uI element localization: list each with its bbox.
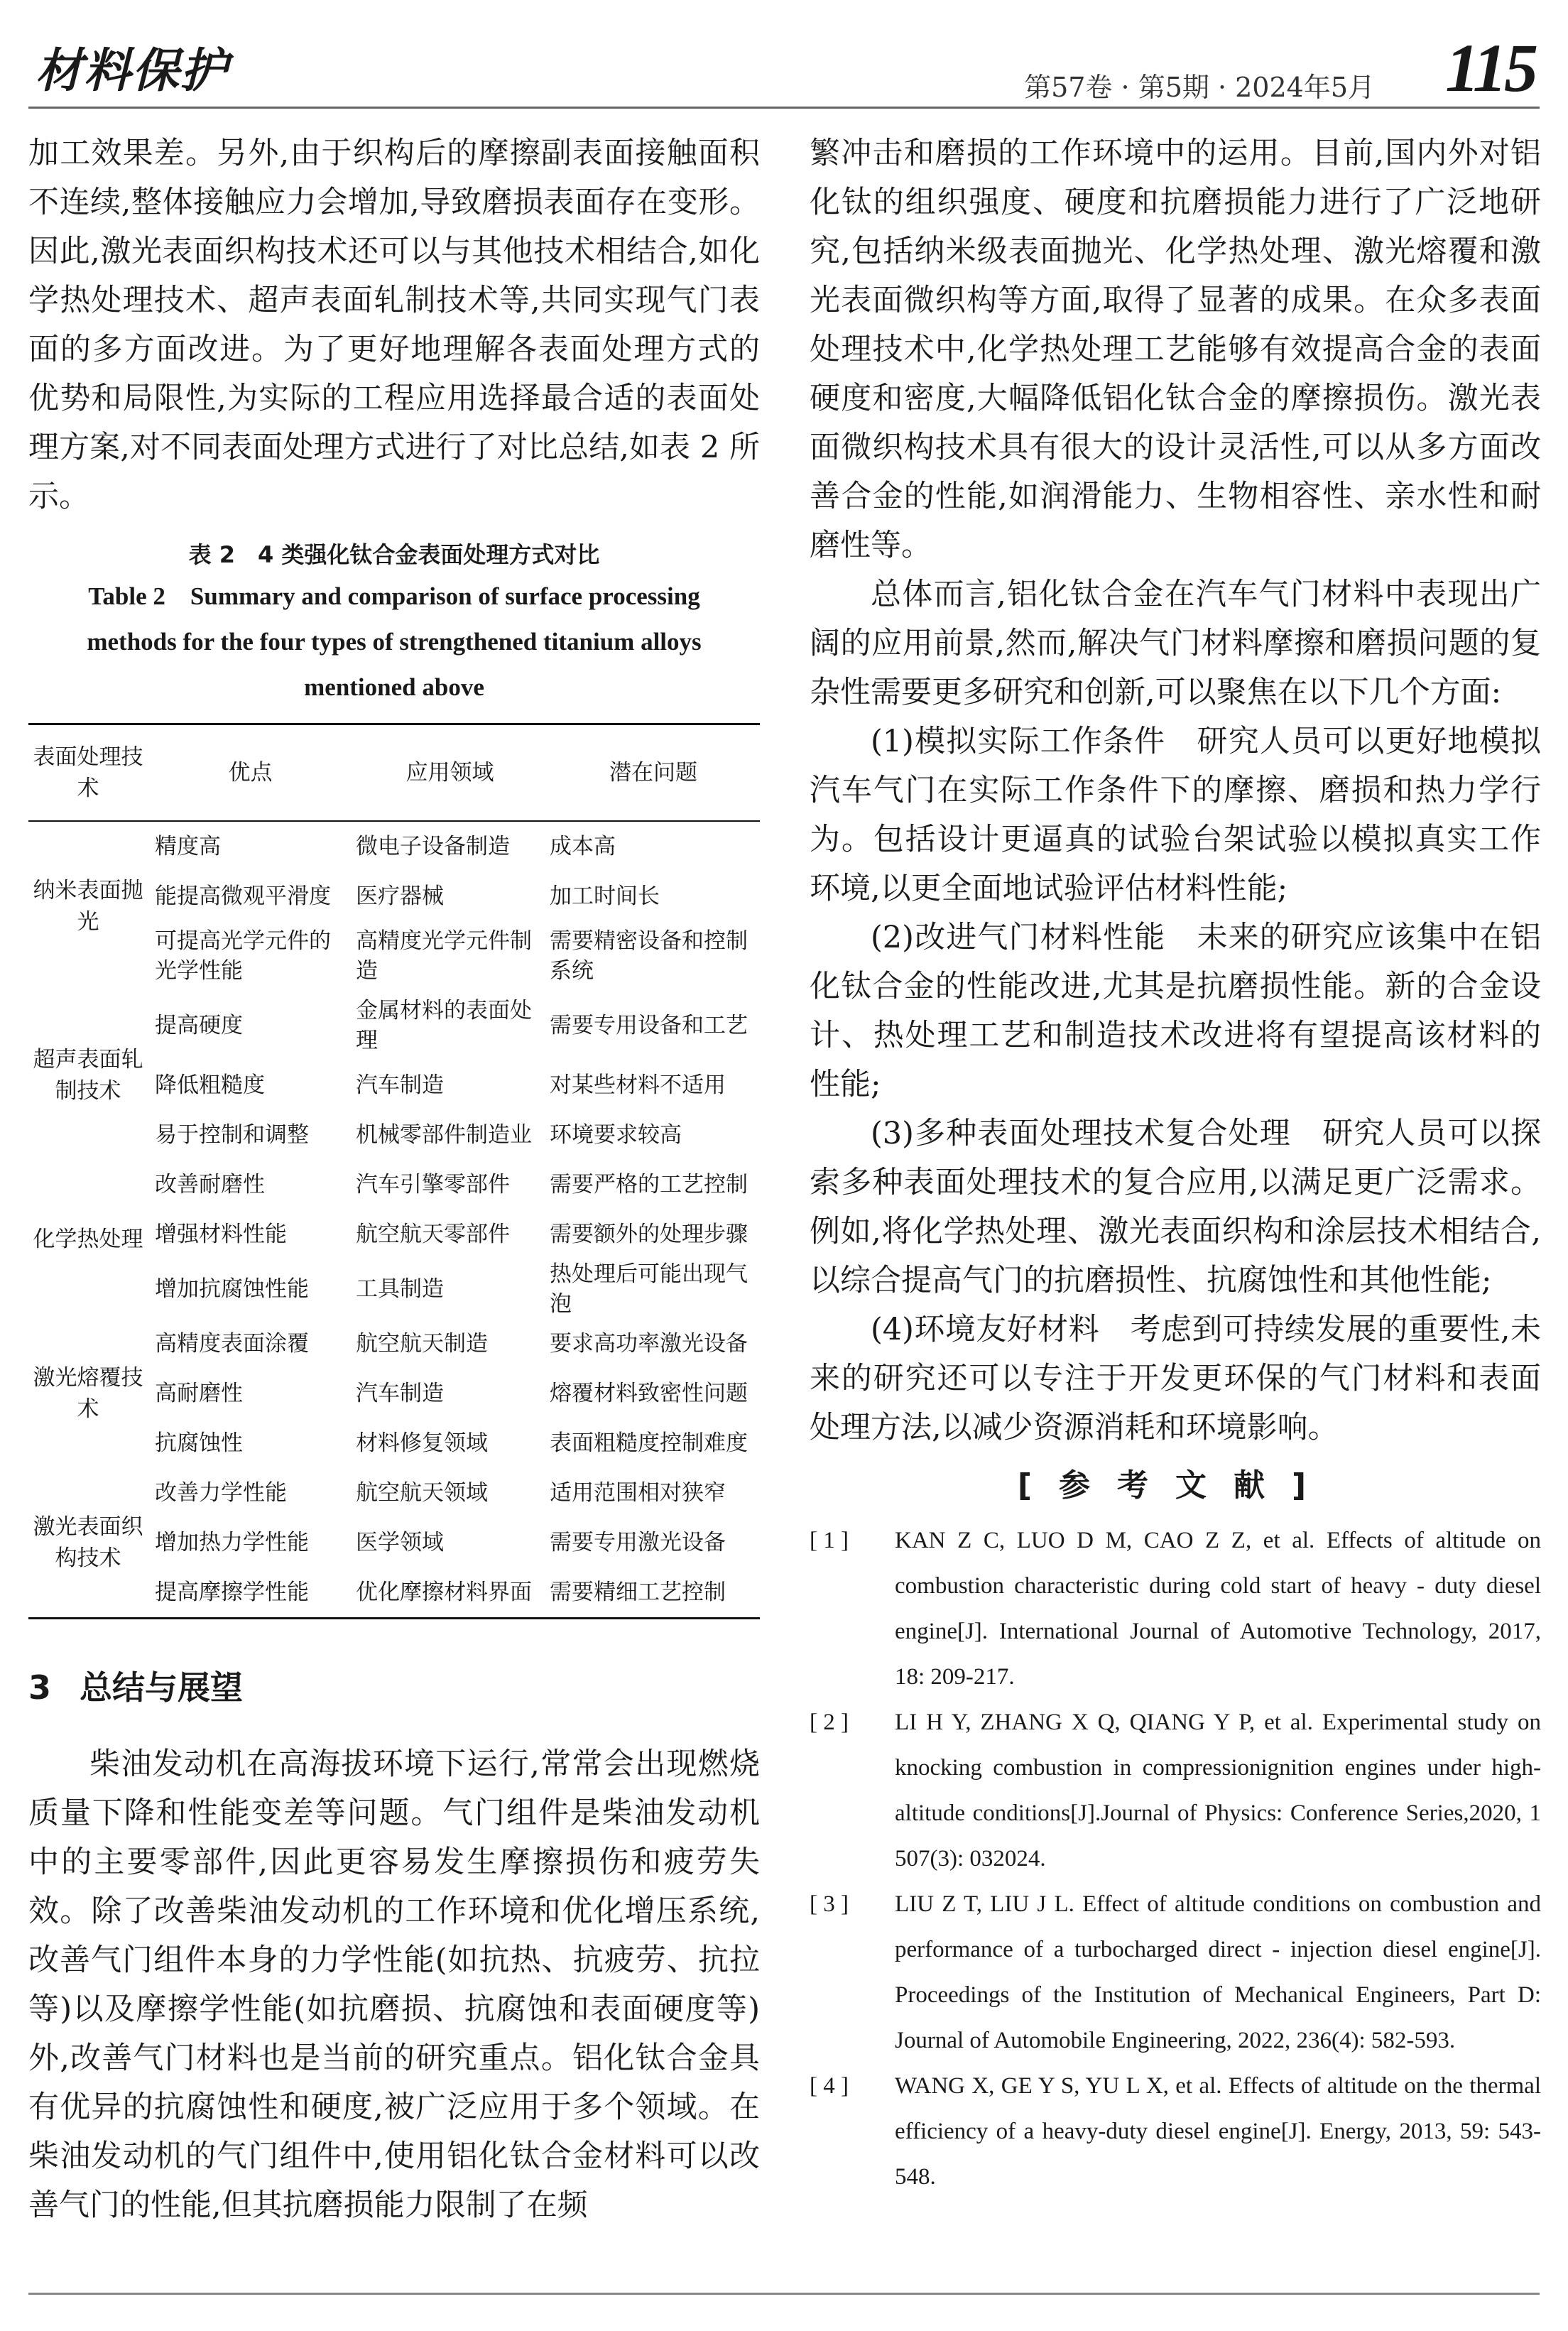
- header-rule: [28, 107, 1540, 109]
- reference-text: LI H Y, ZHANG X Q, QIANG Y P, et al. Experimental study on knocking combustion in compressionignition engines under high-altitude conditions[J].Journal of Physics: Conference Series,2020, 1 507(3): 032024.: [895, 1710, 1541, 1871]
- table-row: [28, 991, 760, 1060]
- section-heading: [28, 1662, 760, 1709]
- table-caption-en: Table 2 Summary and comparison of surface processing methods for the four types of strengthened titanium alloys mentioned above: [87, 582, 702, 701]
- table-header-cell: 优点: [228, 760, 273, 786]
- table-cell: 能提高微观平滑度: [155, 884, 331, 909]
- table-cell: 改善力学性能: [155, 1480, 287, 1506]
- table-header-cell: 表面处理技术: [33, 744, 143, 801]
- reference-number: [ 1 ]: [810, 1528, 849, 1553]
- reference-item: [810, 2063, 1541, 2200]
- table-cell: 降低粗糙度: [155, 1072, 265, 1098]
- reference-number: [ 4 ]: [810, 2073, 849, 2099]
- table-row: [28, 1160, 760, 1210]
- table-cell: 高精度光学元件制造: [356, 928, 532, 984]
- table-cell: 精度高: [155, 834, 221, 859]
- table-cell: 改善耐磨性: [155, 1172, 265, 1197]
- reference-item: [810, 1881, 1541, 2063]
- body-paragraph: 繁冲击和磨损的工作环境中的运用。目前,国内外对铝化钛的组织强度、硬度和抗磨损能力进行了广泛地研究,包括纳米级表面抛光、化学热处理、激光熔覆和激光表面微织构等方面,取得了显著的成果。在众多表面处理技术中,化学热处理工艺能够有效提高合金的表面硬度和密度,大幅降低铝化钛合金的摩擦损伤。激光表面微织构技术具有很大的设计灵活性,可以从多方面改善合金的性能,如润滑能力、生物相容性、亲水性和耐磨性等。: [810, 136, 1541, 563]
- table-cell: 对某些材料不适用: [550, 1072, 726, 1098]
- table-cell: 工具制造: [356, 1276, 444, 1302]
- table-cell: 要求高功率激光设备: [550, 1331, 748, 1357]
- reference-item: [810, 1518, 1541, 1700]
- table-cell: 抗腐蚀性: [155, 1430, 243, 1456]
- body-paragraph: 加工效果差。另外,由于织构后的摩擦副表面接触面积不连续,整体接触应力会增加,导致磨损表面存在变形。因此,激光表面织构技术还可以与其他技术相结合,如化学热处理技术、超声表面轧制技术等,共同实现气门表面的多方面改进。为了更好地理解各表面处理方式的优势和局限性,为实际的工程应用选择最合适的表面处理方案,对不同表面处理方式进行了对比总结,如表 2 所示。: [28, 136, 760, 514]
- outlook-item: (3)多种表面处理技术复合处理 研究人员可以探索多种表面处理技术的复合应用,以满足更广泛需求。例如,将化学热处理、激光表面织构和涂层技术相结合,以综合提高气门的抗磨损性、抗腐蚀性和其他性能;: [810, 1116, 1541, 1298]
- table-cell: 增强材料性能: [155, 1222, 287, 1247]
- outlook-item: (4)环境友好材料 考虑到可持续发展的重要性,未来的研究还可以专注于开发更环保的气门材料和表面处理方法,以减少资源消耗和环境影响。: [810, 1312, 1541, 1445]
- table-cell: 成本高: [550, 834, 616, 859]
- outlook-item: (1)模拟实际工作条件 研究人员可以更好地模拟汽车气门在实际工作条件下的摩擦、磨损和热力学行为。包括设计更逼真的试验台架试验以模拟真实工作环境,以更全面地试验评估材料性能;: [810, 724, 1541, 906]
- table-cell: 需要专用激光设备: [550, 1530, 726, 1555]
- comparison-table: [28, 723, 760, 1619]
- table-cell: 可提高光学元件的光学性能: [155, 928, 331, 984]
- table-cell: 需要严格的工艺控制: [550, 1172, 748, 1197]
- outlook-item: (2)改进气门材料性能 未来的研究应该集中在铝化钛合金的性能改进,尤其是抗磨损性能。新的合金设计、热处理工艺和制造技术改进将有望提高该材料的性能;: [810, 920, 1541, 1102]
- table-cell: 环境要求较高: [550, 1122, 682, 1148]
- issue-info: 第57卷 · 第5期 · 2024年5月: [1024, 72, 1375, 103]
- reference-number: [ 3 ]: [810, 1891, 849, 1917]
- left-column: [28, 129, 760, 2230]
- table-cell: 优化摩擦材料界面: [356, 1580, 532, 1605]
- table-cell: 熔覆材料致密性问题: [550, 1381, 748, 1406]
- page-number: 115: [1445, 30, 1535, 106]
- table-cell: 增加抗腐蚀性能: [155, 1276, 309, 1302]
- page-header: [28, 28, 1540, 105]
- group-name-cell: 激光熔覆技术: [33, 1365, 143, 1422]
- right-column: [810, 129, 1541, 2200]
- group-name-cell: 纳米表面抛光: [33, 878, 143, 935]
- table-row: [28, 1468, 760, 1518]
- reference-text: WANG X, GE Y S, YU L X, et al. Effects of altitude on the thermal efficiency of a heavy-duty diesel engine[J]. Energy, 2013, 59: 543-548.: [895, 2073, 1541, 2190]
- table-cell: 航空航天零部件: [356, 1222, 510, 1247]
- body-paragraph: 柴油发动机在高海拔环境下运行,常常会出现燃烧质量下降和性能变差等问题。气门组件是柴油发动机中的主要零部件,因此更容易发生摩擦损伤和疲劳失效。除了改善柴油发动机的工作环境和优化增压系统,改善气门组件本身的力学性能(如抗热、抗疲劳、抗拉等)以及摩擦学性能(如抗磨损、抗腐蚀和表面硬度等)外,改善气门材料也是当前的研究重点。铝化钛合金具有优异的抗腐蚀性和硬度,被广泛应用于多个领域。在柴油发动机的气门组件中,使用铝化钛合金材料可以改善气门的性能,但其抗磨损能力限制了在频: [28, 1746, 760, 2223]
- section-number: 3: [28, 1668, 52, 1707]
- table-cell: 航空航天制造: [356, 1331, 488, 1357]
- table-row: [28, 1319, 760, 1369]
- references-heading: [参考文献]: [1017, 1467, 1334, 1504]
- table-cell: 医疗器械: [356, 884, 444, 909]
- table-cell: 增加热力学性能: [155, 1530, 309, 1555]
- table-cell: 适用范围相对狭窄: [550, 1480, 726, 1506]
- group-name-cell: 超声表面轧制技术: [33, 1047, 143, 1104]
- reference-text: KAN Z C, LUO D M, CAO Z Z, et al. Effects of altitude on combustion characteristic during cold start of heavy - duty diesel engine[J]. International Journal of Automotive Technology, 2017, 18: 209-217.: [895, 1528, 1541, 1690]
- table-cell: 提高摩擦学性能: [155, 1580, 309, 1605]
- table-cell: 易于控制和调整: [155, 1122, 309, 1148]
- table-cell: 加工时间长: [550, 884, 660, 909]
- table-cell: 需要专用设备和工艺: [550, 1013, 748, 1038]
- table-cell: 医学领域: [356, 1530, 444, 1555]
- group-name-cell: 激光表面织构技术: [33, 1514, 143, 1571]
- table-caption-cn: 表 2 4 类强化钛合金表面处理方式对比: [188, 541, 600, 568]
- journal-logo: 材料保护: [36, 43, 229, 98]
- table-cell: 机械零部件制造业: [356, 1122, 532, 1148]
- section-title: 总结与展望: [80, 1668, 244, 1707]
- table-cell: 高耐磨性: [155, 1381, 243, 1406]
- table-cell: 微电子设备制造: [356, 834, 510, 859]
- table-cell: 需要精细工艺控制: [550, 1580, 726, 1605]
- table-header-row: [28, 724, 760, 822]
- table-header-cell: 应用领域: [405, 760, 494, 786]
- table-row: [28, 821, 760, 871]
- table-cell: 航空航天领域: [356, 1480, 488, 1506]
- reference-number: [ 2 ]: [810, 1710, 849, 1735]
- reference-text: LIU Z T, LIU J L. Effect of altitude conditions on combustion and performance of a turbocharged direct - injection diesel engine[J]. Proceedings of the Institution of Mechanical Engineers, Part D: Journal of Automobile Engineering, 2022, 236(4): 582-593.: [895, 1891, 1541, 2053]
- table-cell: 表面粗糙度控制难度: [550, 1430, 748, 1456]
- table-cell: 汽车制造: [356, 1381, 444, 1406]
- table-header-cell: 潜在问题: [609, 760, 697, 786]
- table-cell: 汽车引擎零部件: [356, 1172, 510, 1197]
- footer-rule: [28, 2293, 1540, 2295]
- table-cell: 提高硬度: [155, 1013, 243, 1038]
- body-paragraph: 总体而言,铝化钛合金在汽车气门材料中表现出广阔的应用前景,然而,解决气门材料摩擦和磨损问题的复杂性需要更多研究和创新,可以聚焦在以下几个方面:: [810, 577, 1541, 710]
- table-cell: 需要额外的处理步骤: [550, 1222, 748, 1247]
- table-cell: 汽车制造: [356, 1072, 444, 1098]
- table-cell: 金属材料的表面处理: [356, 998, 532, 1053]
- group-name-cell: 化学热处理: [33, 1227, 143, 1252]
- table-cell: 热处理后可能出现气泡: [550, 1261, 748, 1317]
- reference-item: [810, 1700, 1541, 1881]
- table-cell: 材料修复领域: [356, 1430, 488, 1456]
- table-cell: 需要精密设备和控制系统: [550, 928, 748, 984]
- table-cell: 高精度表面涂覆: [155, 1331, 309, 1357]
